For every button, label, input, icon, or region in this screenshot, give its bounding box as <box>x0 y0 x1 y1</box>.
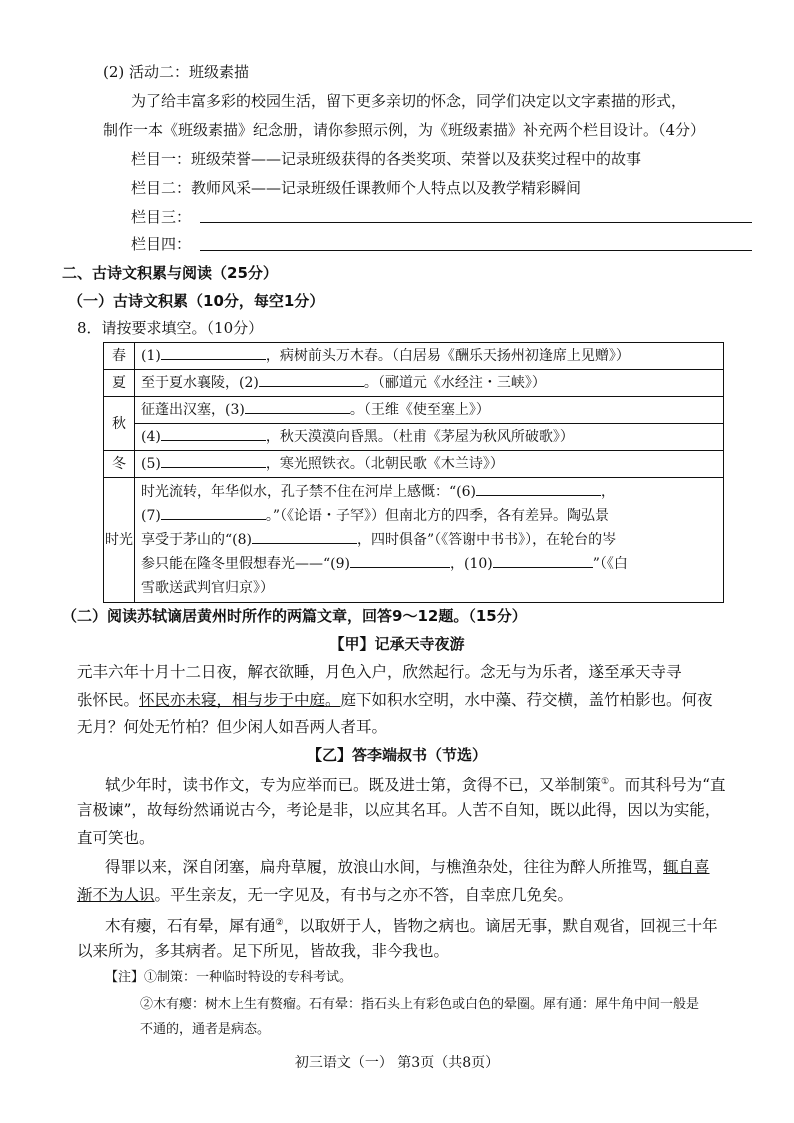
jia-underlined-sentence: 怀民亦未寝，相与步于中庭。 <box>139 691 341 709</box>
season-time: 时光 <box>104 478 135 603</box>
autumn-source-1: 。（王维《使至塞上》） <box>349 402 490 418</box>
section-2-title: 二、古诗文积累与阅读（25分） <box>62 264 278 282</box>
table-row <box>104 343 724 370</box>
blank-9[interactable] <box>350 553 450 568</box>
autumn-cell-1 <box>135 397 724 424</box>
time-text-4c: ”（《白 <box>592 556 628 572</box>
summer-source: 。（郦道元《水经注・三峡》） <box>363 375 546 391</box>
table-row <box>104 478 724 603</box>
summer-cell <box>135 370 724 397</box>
blank-4-num: (4) <box>141 429 161 445</box>
spring-source: ，病树前头万木春。（白居易《酬乐天扬州初逢席上见赠》） <box>265 348 630 364</box>
yi-text: 轼少年时，读书作文，专为应举而已。既及进士第，贪得不已，又举制策 <box>105 776 602 795</box>
blank-4[interactable] <box>161 426 266 441</box>
time-line-3 <box>141 528 717 552</box>
yi-line-1 <box>105 772 726 795</box>
blank-10[interactable] <box>493 553 593 568</box>
autumn-cell-2 <box>135 424 724 451</box>
jia-title: 【甲】记承天寺夜游 <box>329 635 465 653</box>
winter-source: ，寒光照铁衣。（北朝民歌《木兰诗》） <box>265 456 504 472</box>
blank-5-num: (5) <box>141 456 161 472</box>
jia-line-1: 元丰六年十月十二日夜，解衣欲睡，月色入户，欣然起行。念无与为乐者，遂至承天寺寻 <box>77 663 682 681</box>
yi-line-5 <box>77 885 573 905</box>
yi-line-6 <box>105 913 718 936</box>
time-text-4a: 参只能在隆冬里假想春光——“(9) <box>141 556 350 572</box>
column-4-blank[interactable] <box>200 250 752 251</box>
spring-cell <box>135 343 724 370</box>
time-text-1a: 时光流转，年华似水，孔子禁不住在河岸上感慨：“(6) <box>141 484 476 500</box>
blank-1-num: (1) <box>141 348 161 364</box>
blank-7[interactable] <box>161 505 266 520</box>
yi-line-4 <box>105 857 710 877</box>
question-8: 8．请按要求填空。（10分） <box>77 319 264 337</box>
jia-text: 庭下如积水空明，水中藻、荇交横，盖竹柏影也。何夜 <box>340 691 713 709</box>
blank-1[interactable] <box>161 345 266 360</box>
column-1: 栏目一：班级荣誉——记录班级获得的各类奖项、荣誉以及获奖过程中的故事 <box>131 150 642 168</box>
note-marker-2: ② <box>275 918 284 928</box>
time-line-1 <box>141 480 717 504</box>
table-row <box>104 451 724 478</box>
section-2-2-title: （二）阅读苏轼谪居黄州时所作的两篇文章，回答9～12题。（15分） <box>62 607 527 625</box>
blank-5[interactable] <box>161 453 266 468</box>
note-2-cont: 不通的，通者是病态。 <box>140 1022 271 1037</box>
blank-3[interactable] <box>245 399 350 414</box>
yi-line-7: 以来所为，多其病者。足下所见，皆故我，非今我也。 <box>77 942 450 960</box>
blank-2-num: 至于夏水襄陵，(2) <box>141 375 259 391</box>
column-3-blank[interactable] <box>200 222 752 223</box>
time-line-4 <box>141 552 717 576</box>
season-summer: 夏 <box>104 370 135 397</box>
time-line-2 <box>141 504 717 528</box>
column-2: 栏目二：教师风采——记录班级任课教师个人特点以及教学精彩瞬间 <box>131 179 582 197</box>
note-1: 【注】①制策：一种临时特设的专科考试。 <box>105 970 353 985</box>
activity-intro-1: 为了给丰富多彩的校园生活，留下更多亲切的怀念，同学们决定以文字素描的形式， <box>131 92 687 110</box>
yi-text: 。而其科号为“直 <box>609 776 726 795</box>
blank-6[interactable] <box>476 481 601 496</box>
time-text-2b: 。”（《论语・子罕》）但南北方的四季，各有差异。陶弘景 <box>265 508 609 524</box>
note-2: ②木有瘿：树木上生有赘瘤。石有晕：指石头上有彩色或白色的晕圈。犀有通：犀牛角中间一般是 <box>140 997 700 1012</box>
time-cell <box>135 478 724 603</box>
page-footer: 初三语文（一） 第3页（共8页） <box>294 1055 500 1071</box>
activity-intro-2: 制作一本《班级素描》纪念册，请你参照示例，为《班级素描》补充两个栏目设计。（4分） <box>103 121 706 139</box>
season-winter: 冬 <box>104 451 135 478</box>
season-autumn: 秋 <box>104 397 135 451</box>
blank-8[interactable] <box>252 529 357 544</box>
note-marker-1: ① <box>601 777 610 787</box>
jia-text: 张怀民。 <box>77 691 140 709</box>
blank-3-num: 征蓬出汉塞，(3) <box>141 402 245 418</box>
column-3-label: 栏目三： <box>131 208 192 226</box>
time-text-3b: ，四时俱备”（《答谢中书书》），在轮台的岑 <box>357 532 617 548</box>
column-4-label: 栏目四： <box>131 235 192 253</box>
winter-cell <box>135 451 724 478</box>
yi-underlined-sentence: 渐不为人识 <box>77 886 155 904</box>
jia-line-2 <box>77 690 713 710</box>
section-2-1-title: （一）古诗文积累（10分，每空1分） <box>68 292 325 310</box>
blank-2[interactable] <box>259 372 364 387</box>
yi-text: 得罪以来，深自闭塞，扁舟草履，放浪山水间，与樵渔杂处，往往为醉人所推骂， <box>105 858 664 876</box>
time-text-3a: 享受于茅山的“(8) <box>141 532 252 548</box>
time-text-4b: ，(10) <box>450 556 493 572</box>
jia-line-3: 无月？何处无竹柏？但少闲人如吾两人者耳。 <box>77 718 388 736</box>
yi-text: 木有瘿，石有晕，犀有通 <box>105 917 276 936</box>
yi-underlined-sentence: 辄自喜 <box>663 858 710 876</box>
table-row <box>104 397 724 424</box>
time-line-5: 雪歌送武判官归京》） <box>141 580 274 596</box>
yi-text: ，以取妍于人，皆物之病也。谪居无事，默自观省，回视三十年 <box>283 917 718 936</box>
yi-line-3: 直可笑也。 <box>77 829 155 847</box>
time-text-2a: (7) <box>141 508 161 524</box>
table-row <box>104 370 724 397</box>
time-text-1b: ， <box>601 484 615 500</box>
yi-text: 。平生亲友，无一字见及，有书与之亦不答，自幸庶几免矣。 <box>154 886 574 904</box>
autumn-source-2: ，秋天漠漠向昏黑。（杜甫《茅屋为秋风所破歌》） <box>265 429 574 445</box>
yi-title: 【乙】答李端叔书（节选） <box>306 746 487 764</box>
activity-heading: (2) 活动二：班级素描 <box>103 63 250 81</box>
season-spring: 春 <box>104 343 135 370</box>
table-row <box>104 424 724 451</box>
poem-fill-table <box>103 342 724 603</box>
yi-line-2: 言极谏”，故每纷然诵说古今，考论是非，以应其名耳。人苦不自知，既以此得，因以为实能， <box>77 801 721 819</box>
